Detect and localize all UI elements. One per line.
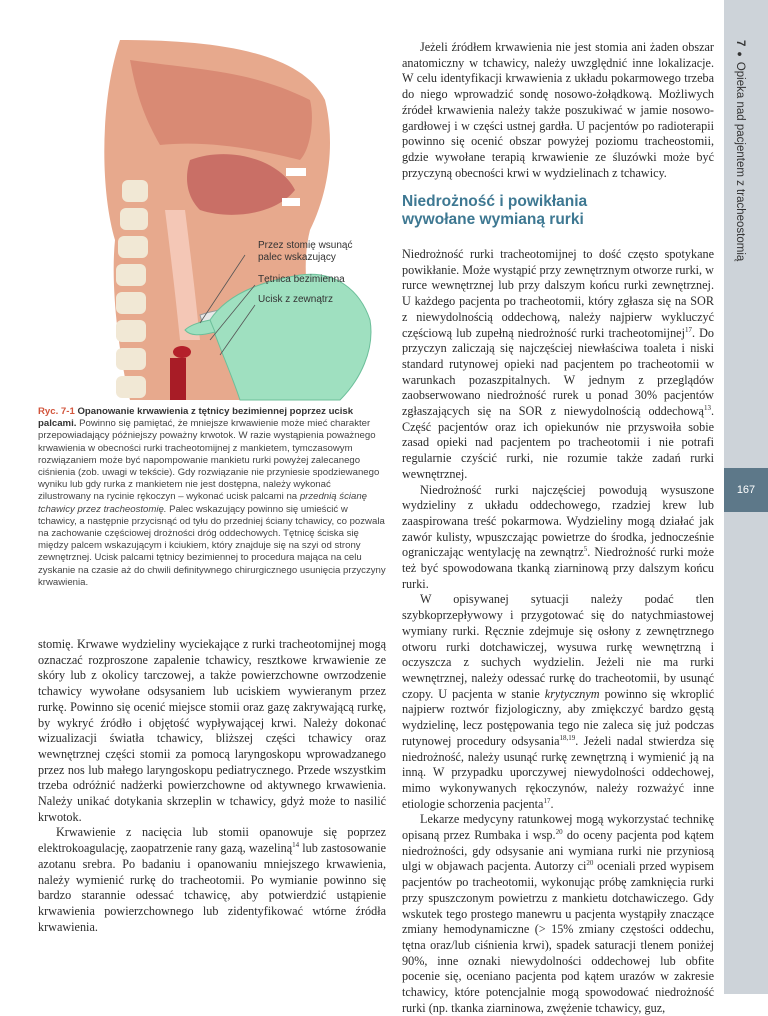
right-column	[402, 247, 714, 1016]
figure-illustration	[60, 40, 390, 400]
chapter-number: 7	[734, 40, 746, 47]
right-paragraph-1: Niedrożność rurki tracheotomijnej to dość często spotykane powikłanie. Może wystąpić przy zewnętrznym otworze rurki, w rurce wewnętrznej lub przy dalszym końcu rurki zewnętrznej. U każdego pacjenta po tracheotomii, który zgłasza się na SOR z niewydolnością oddechową, należy najpierw wykluczyć częściową lub zupełną niedrożność rurki tracheotomijnej$^{17}$. Do przyczyn zaliczają się najczęściej niewłaściwa toaleta i niski standard rutynowej opieki nad pacjentem po tracheotomii w warunkach pozaszpitalnych. W jednym z przeglądów zaobserwowano niedrożność rurek u ponad 30% pacjentów zgłaszających się na SOR z niewydolnością oddechową$^{13}$. Część pacjentów oraz ich opiekunów nie przyswoiła sobie zasad opieki nad pacjentem po tracheotomii i nie potrafi regularnie czyścić rurki, nie rozumie także zadań rurki wewnętrznej.	[402, 247, 714, 481]
right-paragraph-4: Lekarze medycyny ratunkowej mogą wykorzystać technikę opisaną przez Rumbaka i wsp.$^{20}$ do oceny pacjenta pod kątem niedrożności, gdy odsysanie ani wymiana rurki nie przyniosą ulgi w objawach pacjenta. Autorzy $ci^{20}$ oceniali przed wypisem pacjentów po tracheotomii, wykonując próbę zamknięcia rurki przy spuszczonym powietrzu z mankietu dotchawiczego. Gdy wskutek tego prostego manewru u pacjenta wystąpiły znaczące zmiany hemodynamiczne (> 15% zmiany częstości oddechu, tętna oraz/lub ciśnienia krwi), spadek saturacji tlenem poniżej 90%, inne oznaki niewydolności oddechowej lub obfite pocenie się, oceniano pacjenta pod kątem urazów w zakresie tchawicy, które potencjalnie mogą spowodować niedrożność rurki (np. tkanka ziarninowa, zwężenie tchawicy, guz,	[402, 812, 715, 1015]
caption-number: Ryc. 7-1	[38, 406, 75, 417]
caption-text-1: Powinno się pamiętać, że mniejsze krwawienie może mieć charakter przepowiadający późniejszy poważny krwotok. W razie wystąpienia poważnego krwawienia w obecności rurki tracheotomijnej z mankietem, tymczasowym rozwiązaniem może być napompowanie mankietu rurki powyżej zalecanego ciśnienia (zob. uwagi w tekście). Gdy rozwiązanie nie przyniesie spodziewanego wyniku lub gdy rurka z mankietem nie jest dostępna, należy wykonać zilustrowany na rycinie rękoczyn – wykonać ucisk palcami na	[38, 418, 380, 503]
innominate-artery	[173, 346, 191, 358]
section-heading	[402, 193, 714, 229]
caption-title: Opanowanie krwawienia z tętnicy bezimiennej poprzez ucisk palcami.	[38, 406, 354, 430]
section-heading-line-2: wywołane wymianą rurki	[402, 211, 584, 228]
page-number: 167	[724, 468, 768, 512]
lower-teeth	[282, 198, 300, 206]
upper-teeth	[286, 168, 306, 176]
left-paragraph-1: stomię. Krwawe wydzieliny wyciekające z rurki tracheotomijnej mogą oznaczać rozproszone zapalenie tchawicy, resztkowe krwawienie ze skóry lub z okolicy tarczowej, a także powierzchowne owrzodzenie tchawicy wywołane odsysaniem lub uciskiem wywieranym przez rurkę. Powinno się ocenić miejsce stomii oraz gazę zakrywającą rurkę, by wykryć źródło i objętość wypływającej krwi. Należy dokonać wizualizacji światła tchawicy, bliższej części tchawicy oraz wewnętrznej części stomii za pomocą laryngoskopu wprowadzanego przez nos lub małego laryngoskopu pediatrycznego. Przede wszystkim trzeba odróżnić nadżerki powierzchowne od aktywnego krwawienia. Należy unikać dotykania skrzeplin w tchawicy, gdyż może to nasilić krwotok.	[38, 637, 386, 824]
running-head	[734, 40, 746, 261]
artery-vessel	[170, 358, 186, 400]
label-finger: Przez stomię wsunąć palec wskazujący	[258, 240, 353, 263]
bullet-icon: ●	[735, 51, 746, 57]
section-heading-line-1: Niedrożność i powikłania	[402, 193, 588, 210]
caption-text-em: przednią ścianę tchawicy przez tracheostomię.	[38, 491, 368, 515]
anatomy-illustration	[60, 40, 390, 400]
caption-text-2: Palec wskazujący powinno się umieścić w tchawicy, a następnie przycisnąć od tyłu do przedniej ściany tchawicy, co pozwala na zachowanie częściowej drożności dróg oddechowych. Tętnicę ściska się między palcem wskazującym i kciukiem, który znajduje się na szyi od strony zewnętrznej. Ucisk palcami tętnicy bezimiennej to procedura mająca na celu zyskanie na czasie aż do chwili definitywnego chirurgicznego usunięcia przyczyny krwawienia.	[38, 503, 386, 588]
chapter-title: Opieka nad pacjentem z tracheostomią	[734, 61, 746, 262]
right-column-top	[402, 40, 714, 181]
right-paragraph-3: W opisywanej sytuacji należy podać tlen szybkoprzepływowy i przygotować się do natychmiastowej wymiany rurki. Ręcznie zdejmuje się osłony z zewnętrznego otworu rurki dotchawiczej, wysuwa rurkę wewnętrzną i oczyszcza z suchych wydzielin. Jeżeli nie ma rurki wewnętrznej, należy odessać rurkę do tracheotomii, by usunąć czopy. U pacjenta w stanie krytycznym powinno się wkroplić najpierw roztwór fizjologiczny, aby zmiękczyć bardzo gęstą wydzielinę, lecz postępowania tego nie zaleca się już podczas rutynowej procedury odsysania$^{18,19}$. Jeżeli nadal stwierdza się niedrożność, należy usunąć rurkę zewnętrzną i wymienić ją na inną. W przypadku uporczywej niewydolności oddechowej, mimo wykonywanych rękoczynów, należy rozważyć inne etiologie schorzenia pacjenta$^{17}$.	[402, 592, 715, 811]
right-paragraph-2: Niedrożność rurki najczęściej powodują wysuszone wydzieliny z układu oddechowego, rzadziej krew lub zaaspirowana treść pokarmowa. Wydzieliny mogą działać jak zawór kulisty, wpuszczając powietrze do środka, jednocześnie ograniczając wentylację na zewnątrz$^5$. Niedrożność rurki może też być spowodowana tkanką ziarninową przy dalszym końcu rurki.	[402, 482, 714, 591]
left-paragraph-2: Krwawienie z nacięcia lub stomii opanowuje się poprzez elektrokoagulację, zaopatrzenie rany gazą, wazeliną$^{14}$ lub zastosowanie azotanu srebra. Po badaniu i opanowaniu mniejszego krwawienia, należy wymienić rurkę do tracheotomii. Po wymianie powinno się bardzo starannie odessać tchawicę, aby potwierdzić ustąpienie krwawienia powierzchownego lub zidentyfikować wtórne źródła krwawienia.	[38, 825, 386, 934]
label-artery: Tętnica bezimienna	[258, 274, 345, 285]
left-column	[38, 637, 386, 935]
right-top-paragraph: Jeżeli źródłem krwawienia nie jest stomia ani żaden obszar anatomiczny w tchawicy, należy uwzględnić inne lokalizacje. W celu identyfikacji krwawienia z układu pokarmowego trzeba do niego wprowadzić sondę nosowo-żołądkową. Możliwych źródeł krwawienia należy także poszukiwać w jamie nosowo-gardłowej i w części ustnej gardła. U pacjentów po radioterapii powinno się ocenić obszar powyżej poziomu tracheostomii, gdzie wywołane terapią krwawienie ze śluzówki może być przyczyną obecności krwi w wydzielinach z tchawicy.	[402, 40, 714, 180]
figure-caption	[38, 406, 386, 589]
label-grip: Ucisk z zewnątrz	[258, 294, 334, 305]
